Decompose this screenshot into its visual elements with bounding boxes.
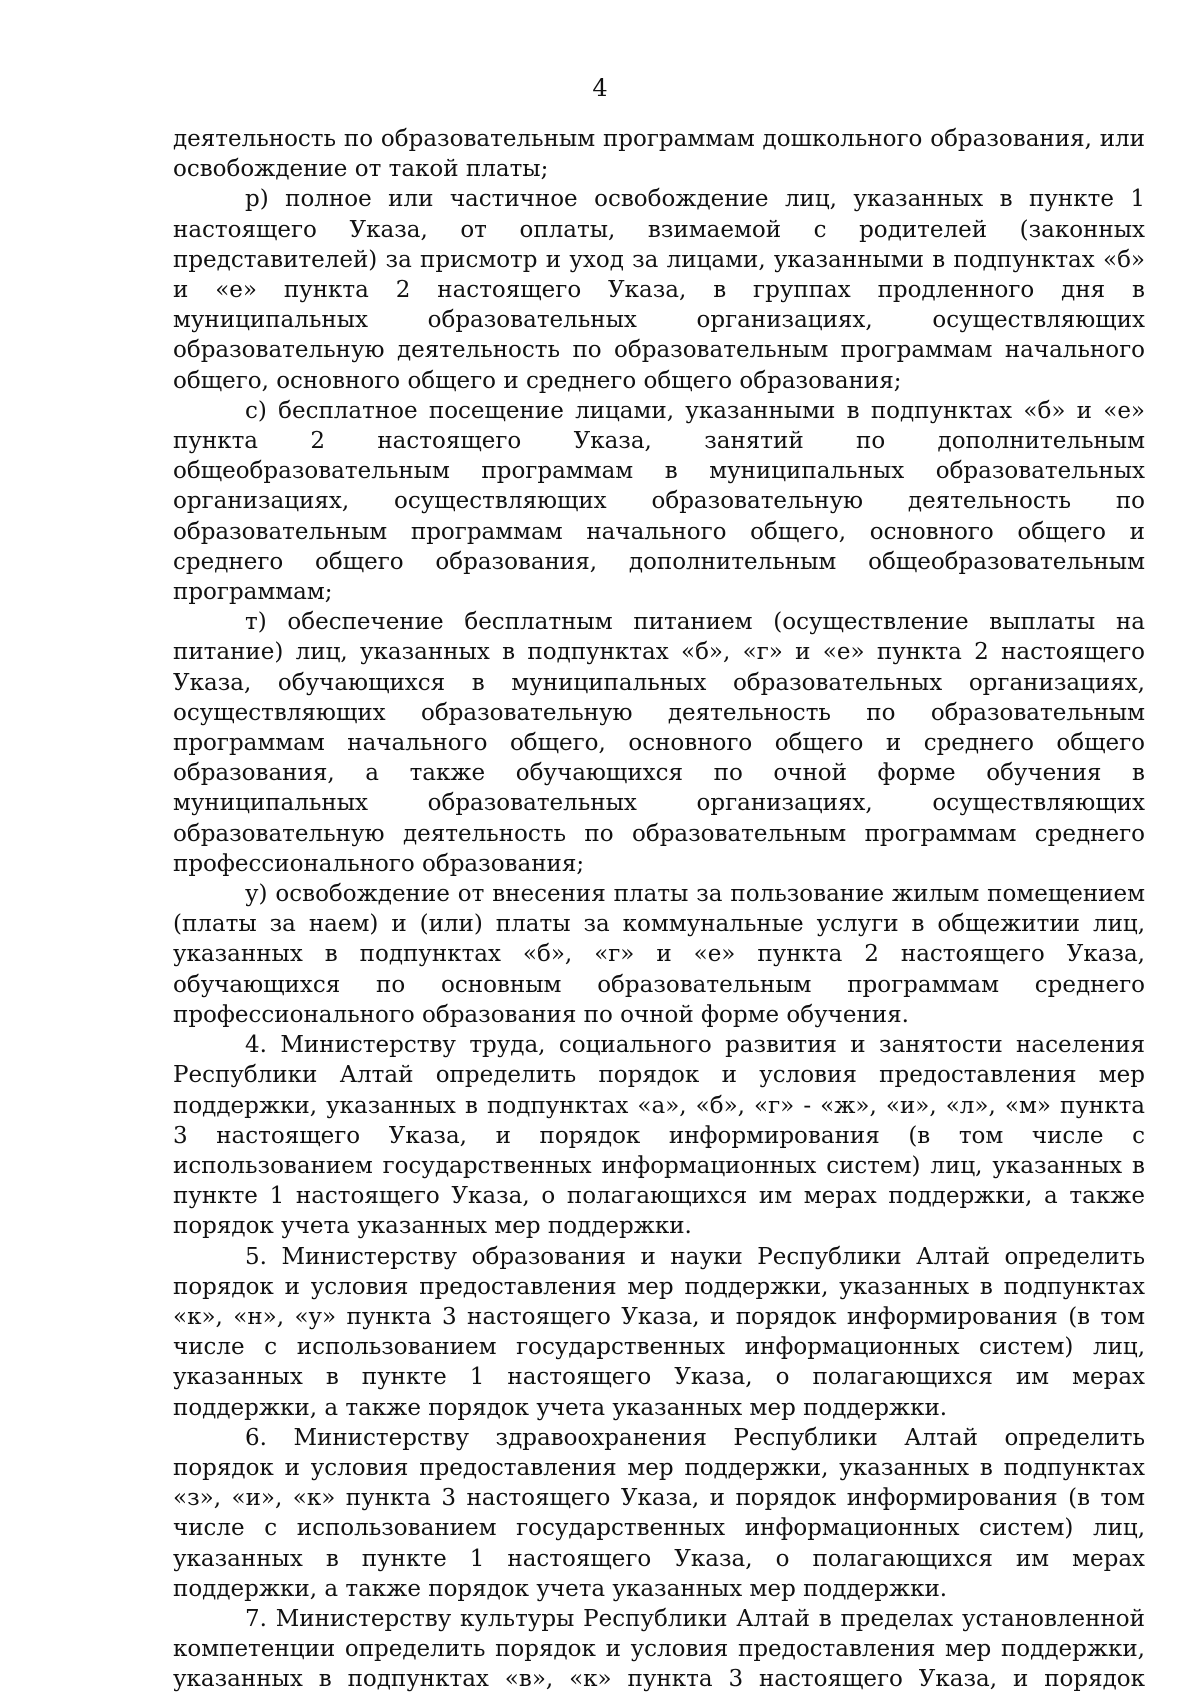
paragraph: т) обеспечение бесплатным питанием (осуществление выплаты на питание) лиц, указанных в подпунктах «б», «г» и «е» пункта 2 настоящего Указа, обучающихся в муниципальных образовательных организациях, осуществляющих образовательную деятельность по образовательным программам начального общего, основного общего и среднего общего образования, а также обучающихся по очной форме обучения в муниципальных образовательных организациях, осуществляющих образовательную деятельность по образовательным программам среднего профессионального образования; — [173, 609, 1145, 877]
paragraph: у) освобождение от внесения платы за пользование жилым помещением (платы за наем) и (или) платы за коммунальные услуги в общежитии лиц, указанных в подпунктах «б», «г» и «е» пункта 2 настоящего Указа, обучающихся по основным образовательным программам среднего профессионального образования по очной форме обучения. — [173, 881, 1145, 1028]
paragraph: 5. Министерству образования и науки Республики Алтай определить порядок и условия предоставления мер поддержки, указанных в подпунктах «к», «н», «у» пункта 3 настоящего Указа, и порядок информирования (в том числе с использованием государственных информационных систем) лиц, указанных в пункте 1 настоящего Указа, о полагающихся им мерах поддержки, а также порядок учета указанных мер поддержки. — [173, 1243, 1145, 1421]
paragraph: 7. Министерству культуры Республики Алтай в пределах установленной компетенции определить порядок и условия предоставления мер поддержки, указанных в подпунктах «в», «к» пункта 3 настоящего Указа, и порядок — [173, 1605, 1145, 1693]
paragraph: 6. Министерству здравоохранения Республики Алтай определить порядок и условия предоставления мер поддержки, указанных в подпунктах «з», «и», «к» пункта 3 настоящего Указа, и порядок информирования (в том числе с использованием государственных информационных систем) лиц, указанных в пункте 1 настоящего Указа, о полагающихся им мерах поддержки, а также порядок учета указанных мер поддержки. — [173, 1424, 1145, 1602]
paragraph: р) полное или частичное освобождение лиц, указанных в пункте 1 настоящего Указа, от оплаты, взимаемой с родителей (законных представителей) за присмотр и уход за лицами, указанными в подпунктах «б» и «е» пункта 2 настоящего Указа, в группах продленного дня в муниципальных образовательных организациях, осуществляющих образовательную деятельность по образовательным программам начального общего, основного общего и среднего общего образования; — [173, 186, 1145, 394]
document-body — [173, 124, 1145, 1695]
paragraph: с) бесплатное посещение лицами, указанными в подпунктах «б» и «е» пункта 2 настоящего Указа, занятий по дополнительным общеобразовательным программам в муниципальных образовательных организациях, осуществляющих образовательную деятельность по образовательным программам начального общего, основного общего и среднего общего образования, дополнительным общеобразовательным программам; — [173, 397, 1145, 606]
paragraph: деятельность по образовательным программам дошкольного образования, или освобождение от такой платы; — [173, 126, 1145, 183]
page-number: 4 — [592, 74, 608, 102]
paragraph: 4. Министерству труда, социального развития и занятости населения Республики Алтай определить порядок и условия предоставления мер поддержки, указанных в подпунктах «а», «б», «г» - «ж», «и», «л», «м» пункта 3 настоящего Указа, и порядок информирования (в том числе с использованием государственных информационных систем) лиц, указанных в пункте 1 настоящего Указа, о полагающихся им мерах поддержки, а также порядок учета указанных мер поддержки. — [173, 1032, 1145, 1240]
